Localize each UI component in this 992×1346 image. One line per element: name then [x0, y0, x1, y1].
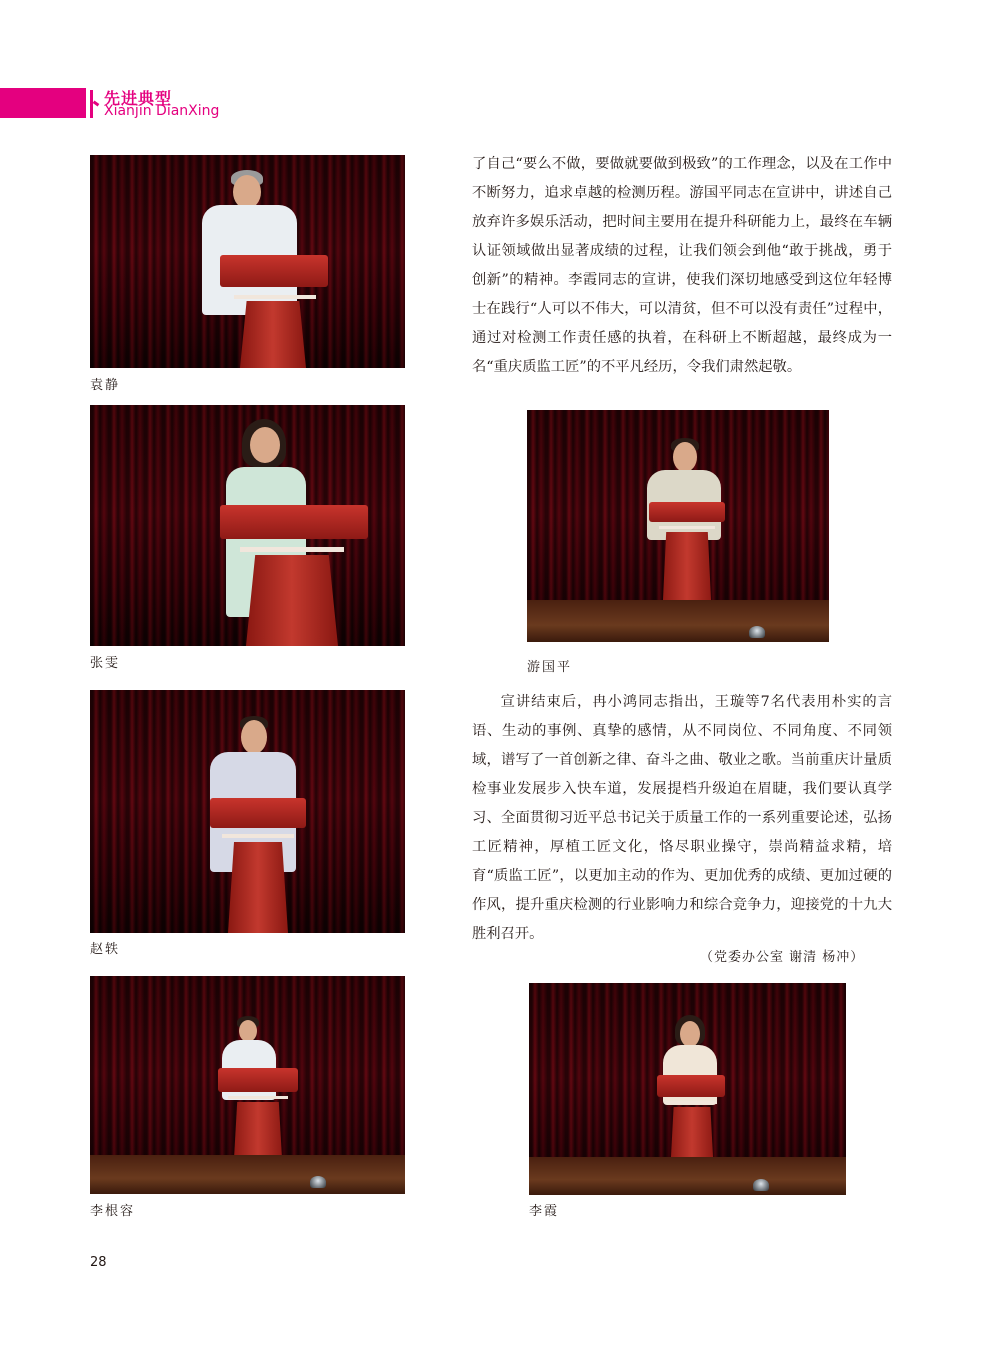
speaker-photo-4	[90, 976, 405, 1194]
speaker-photo-3	[90, 690, 405, 933]
article-paragraph-2	[472, 688, 892, 949]
photo-caption-3: 赵轶	[90, 942, 121, 957]
article-paragraph-1-text: 了自己“要么不做，要做就要做到极致”的工作理念，以及在工作中不断努力，追求卓越的检测历程。游国平同志在宣讲中，讲述自己放弃许多娱乐活动，把时间主要用在提升科研能力上，最终在车辆认证领域做出显著成绩的过程，让我们领会到他“敢于挑战，勇于创新”的精神。李霞同志的宣讲，使我们深切地感受到这位年轻博士在践行“人可以不伟大，可以清贫，但不可以没有责任”过程中，通过对检测工作责任感的执着，在科研上不断超越，最终成为一名“重庆质监工匠”的不平凡经历，令我们肃然起敬。	[472, 156, 892, 375]
photo-caption-2: 张雯	[90, 656, 121, 671]
section-color-bar	[0, 88, 86, 118]
speaker-photo-6	[529, 983, 846, 1195]
article-signature: （党委办公室 谢清 杨冲）	[700, 950, 865, 965]
section-marker-accent	[93, 101, 100, 107]
stage-lamp-icon	[753, 1179, 769, 1191]
photo-caption-4: 李根容	[90, 1204, 136, 1219]
stage-lamp-icon	[749, 626, 765, 638]
photo-caption-1: 袁静	[90, 378, 121, 393]
section-marker-icon	[90, 90, 93, 118]
stage-lamp-icon	[310, 1176, 326, 1188]
photo-caption-5: 游国平	[527, 660, 573, 675]
photo-caption-6: 李霞	[529, 1204, 560, 1219]
article-paragraph-1	[472, 150, 892, 382]
page-number: 28	[90, 1255, 107, 1270]
speaker-photo-5	[527, 410, 829, 642]
speaker-photo-2	[90, 405, 405, 646]
section-title-cn: 先进典型	[104, 89, 173, 108]
article-paragraph-2-text: 宣讲结束后，冉小鸿同志指出，王璇等7名代表用朴实的言语、生动的事例、真挚的感情，从不同岗位、不同角度、不同领域，谱写了一首创新之律、奋斗之曲、敬业之歌。当前重庆计量质检事业发展步入快车道，发展提档升级迫在眉睫，我们要认真学习、全面贯彻习近平总书记关于质量工作的一系列重要论述，弘扬工匠精神，厚植工匠文化，恪尽职业操守，崇尚精益求精，培育“质监工匠”，以更加主动的作为、更加优秀的成绩、更加过硬的作风，提升重庆检测的行业影响力和综合竞争力，迎接党的十九大胜利召开。	[472, 694, 892, 942]
speaker-photo-1	[90, 155, 405, 368]
section-title-en: Xianjin DianXing	[104, 103, 220, 119]
